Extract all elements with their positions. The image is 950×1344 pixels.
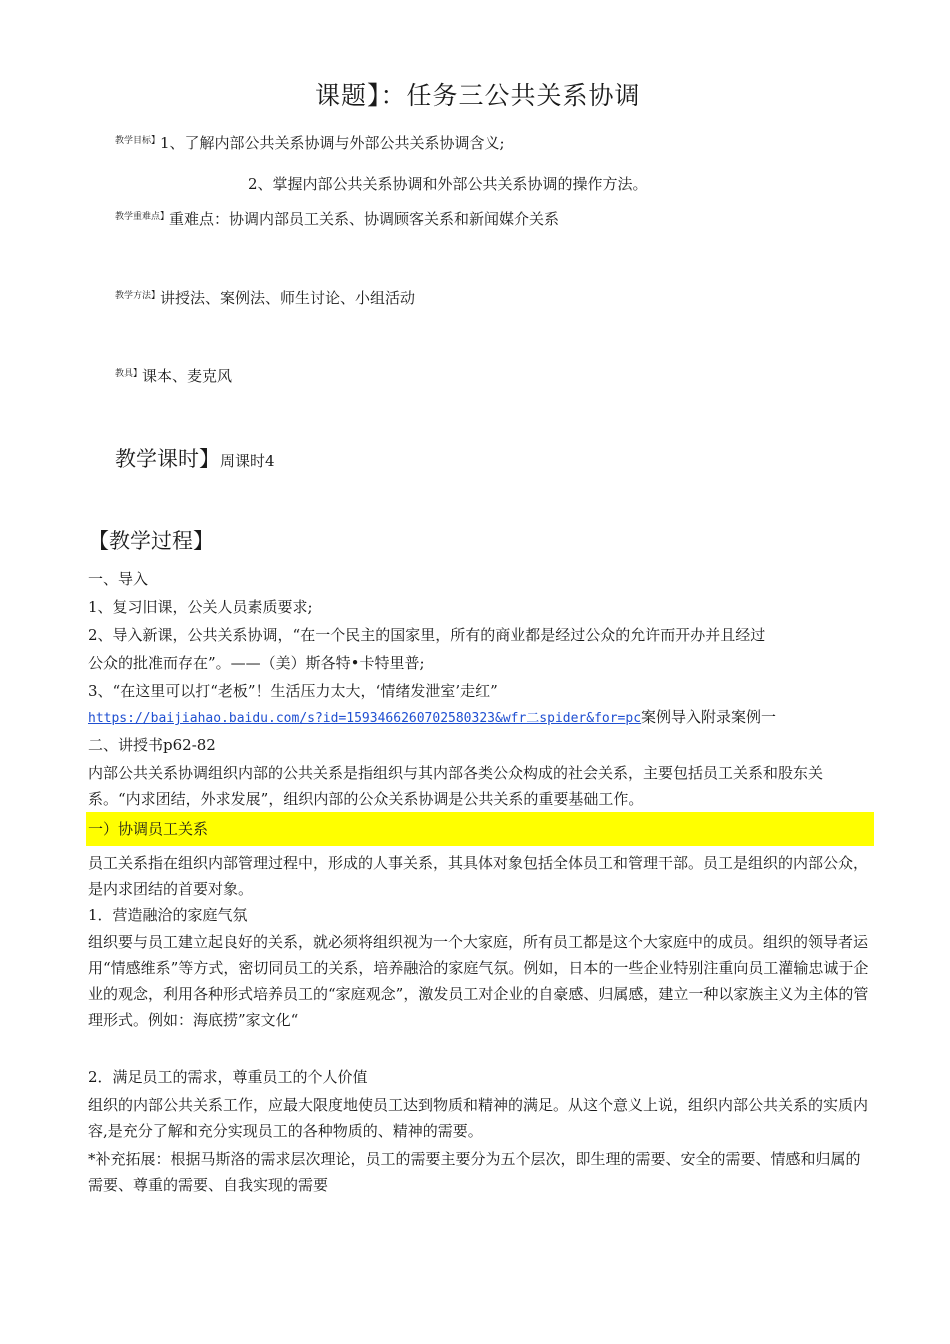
methods-text: 讲授法、案例法、师生讨论、小组活动 [160, 289, 416, 307]
internal-relations-paragraph: 内部公共关系协调组织内部的公共关系是指组织与其内部各类公众构成的社会关系，主要包括员工关系和股东关系。“内求团结，外求发展”，组织内部的公众关系协调是公共关系的重要基础工作。 [88, 764, 824, 808]
objective-line-1 [115, 130, 505, 156]
hours-value: 周课时4 [220, 452, 275, 470]
methods-line [115, 285, 415, 311]
case-link[interactable]: https://baijiahao.baidu.com/s?id=1593466260702580323&wfr二spider&for=pc [88, 711, 642, 726]
hours-label: 教学课时】 [115, 447, 220, 471]
maslow-paragraph: *补充拓展：根据马斯洛的需求层次理论，员工的需要主要分为五个层次，即生理的需要、安全的需要、情感和归属的需要、尊重的需要、自我实现的需要 [88, 1150, 861, 1194]
tools-line [115, 363, 232, 389]
new-lesson-line-1: 2、导入新课，公共关系协调，“在一个民主的国家里，所有的商业都是经过公众的允许而开办并且经过 [88, 626, 766, 644]
employee-relations-paragraph: 员工关系指在组织内部管理过程中，形成的人事关系，其具体对象包括全体员工和管理干部。员工是组织的内部公众，是内求团结的首要对象。 [88, 854, 869, 898]
section-heading-employee-relations: 一）协调员工关系 [86, 812, 874, 846]
new-lesson-line-2: 公众的批准而存在”。——（美）斯各特•卡特里普; [88, 654, 425, 672]
methods-tag: 教学方法】 [115, 291, 161, 301]
key-points-tag: 教学重难点】 [115, 212, 170, 222]
family-atmosphere-paragraph: 组织要与员工建立起良好的关系，就必须将组织视为一个大家庭，所有员工都是这个大家庭中的成员。组织的领导者运用“情感维系”等方式，密切同员工的关系，培养融洽的家庭气氛。例如，日本的一些企业特别注重向员工灌输忠诚于企业的观念，利用各种形式培养员工的“家庭观念”，激发员工对企业的自豪感、归属感，建立一种以家族主义为主体的管理形式。例如：海底捞”家文化“ [88, 933, 869, 1029]
page-title: 课题】：任务三公共关系协调 [315, 81, 641, 110]
hours-line [115, 443, 275, 473]
key-points-line [115, 206, 559, 232]
intro-heading: 一、导入 [88, 570, 149, 588]
lecture-heading: 二、讲授书p62-82 [88, 736, 216, 754]
subheading-employee-needs: 2．满足员工的需求，尊重员工的个人价值 [88, 1068, 368, 1086]
case-link-line [88, 704, 776, 732]
tools-tag: 教具】 [115, 369, 143, 379]
objective-item-2: 2、掌握内部公共关系协调和外部公共关系协调的操作方法。 [248, 175, 648, 193]
review-line: 1、复习旧课，公关人员素质要求; [88, 598, 313, 616]
process-heading: 【教学过程】 [88, 529, 214, 553]
key-points-text: 重难点：协调内部员工关系、协调顾客关系和新闻媒介关系 [169, 210, 560, 228]
objective-tag: 教学目标】 [115, 136, 161, 146]
case-line: 3、“在这里可以打“老板”！生活压力太大，‘情绪发泄室’走红” [88, 682, 498, 700]
employee-needs-paragraph: 组织的内部公共关系工作，应最大限度地使员工达到物质和精神的满足。从这个意义上说，组织内部公共关系的实质内容,是充分了解和充分实现员工的各种物质的、精神的需要。 [88, 1096, 869, 1140]
tools-text: 课本、麦克风 [142, 367, 233, 385]
subheading-family-atmosphere: 1．营造融洽的家庭气氛 [88, 906, 248, 924]
case-link-suffix: 案例导入附录案例一 [641, 708, 777, 726]
objective-item-1: 1、了解内部公共关系协调与外部公共关系协调含义; [160, 134, 505, 152]
